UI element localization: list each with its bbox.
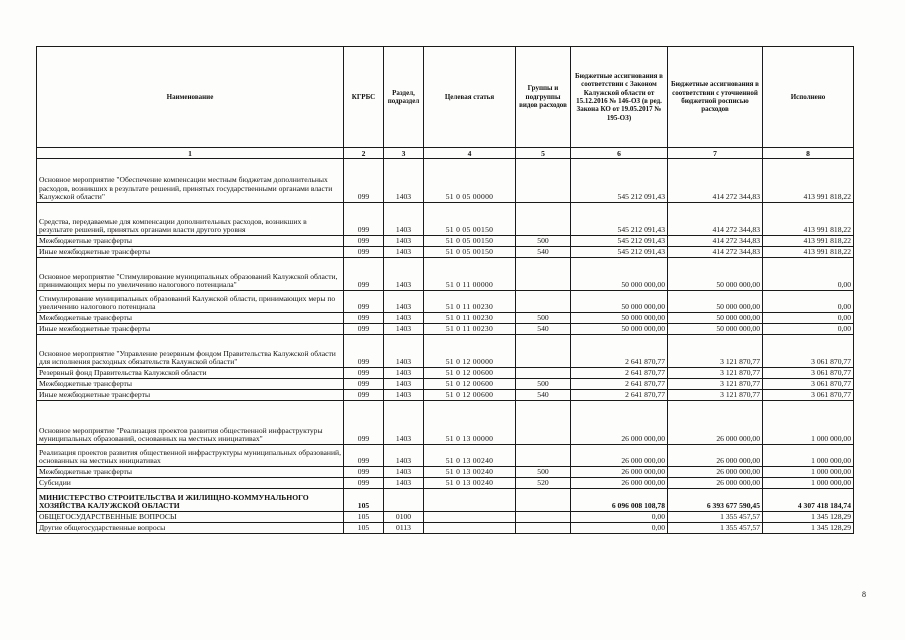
row-group [516, 159, 571, 203]
row-article: 51 0 13 00240 [424, 445, 516, 467]
row-roster-allocation: 3 121 870,77 [668, 390, 763, 401]
row-kgrbs: 105 [344, 523, 384, 534]
table-row [37, 512, 854, 523]
row-group [516, 512, 571, 523]
table-row [37, 478, 854, 489]
row-roster-allocation: 414 272 344,83 [668, 203, 763, 236]
table-row [37, 489, 854, 512]
row-article: 51 0 11 00230 [424, 313, 516, 324]
row-group [516, 523, 571, 534]
column-number: 8 [763, 148, 854, 159]
row-section: 1403 [384, 247, 424, 258]
budget-table [36, 46, 854, 534]
row-executed: 3 061 870,77 [763, 379, 854, 390]
row-law-allocation: 0,00 [571, 512, 668, 523]
row-name: Иные межбюджетные трансферты [37, 324, 344, 335]
row-section: 1403 [384, 159, 424, 203]
row-section: 1403 [384, 401, 424, 445]
row-executed: 1 000 000,00 [763, 401, 854, 445]
row-group [516, 291, 571, 313]
row-executed: 0,00 [763, 313, 854, 324]
row-roster-allocation: 50 000 000,00 [668, 324, 763, 335]
row-name: Субсидии [37, 478, 344, 489]
row-name: Межбюджетные трансферты [37, 236, 344, 247]
row-law-allocation: 50 000 000,00 [571, 258, 668, 291]
row-name: Иные межбюджетные трансферты [37, 247, 344, 258]
table-row [37, 390, 854, 401]
row-law-allocation: 2 641 870,77 [571, 390, 668, 401]
row-section: 1403 [384, 313, 424, 324]
row-name: Основное мероприятие "Реализация проектов развития общественной инфраструктуры муниципальных образований, основанных на местных инициативах" [37, 401, 344, 445]
row-kgrbs: 099 [344, 291, 384, 313]
table-row [37, 159, 854, 203]
row-executed: 0,00 [763, 291, 854, 313]
row-section: 0113 [384, 523, 424, 534]
row-kgrbs: 105 [344, 512, 384, 523]
page-number: 8 [862, 590, 866, 599]
row-name: Резервный фонд Правительства Калужской области [37, 368, 344, 379]
column-number: 1 [37, 148, 344, 159]
table-row [37, 291, 854, 313]
column-number: 5 [516, 148, 571, 159]
row-executed: 413 991 818,22 [763, 236, 854, 247]
table-row [37, 236, 854, 247]
row-kgrbs: 099 [344, 247, 384, 258]
row-kgrbs: 099 [344, 368, 384, 379]
row-law-allocation: 50 000 000,00 [571, 324, 668, 335]
row-section: 1403 [384, 379, 424, 390]
row-kgrbs: 099 [344, 236, 384, 247]
row-roster-allocation: 26 000 000,00 [668, 478, 763, 489]
row-law-allocation: 545 212 091,43 [571, 236, 668, 247]
row-law-allocation: 26 000 000,00 [571, 401, 668, 445]
table-body [37, 159, 854, 534]
row-name: МИНИСТЕРСТВО СТРОИТЕЛЬСТВА И ЖИЛИЩНО-КОММУНАЛЬНОГО ХОЗЯЙСТВА КАЛУЖСКОЙ ОБЛАСТИ [37, 489, 344, 512]
row-article: 51 0 05 00150 [424, 247, 516, 258]
row-law-allocation: 545 212 091,43 [571, 203, 668, 236]
row-article [424, 523, 516, 534]
row-law-allocation: 26 000 000,00 [571, 445, 668, 467]
row-section: 1403 [384, 368, 424, 379]
row-law-allocation: 0,00 [571, 523, 668, 534]
row-group [516, 258, 571, 291]
table-row [37, 324, 854, 335]
row-executed: 3 061 870,77 [763, 368, 854, 379]
header-kgrbs: КГРБС [344, 47, 384, 148]
row-kgrbs: 099 [344, 445, 384, 467]
row-section: 1403 [384, 236, 424, 247]
row-article [424, 512, 516, 523]
row-executed: 0,00 [763, 258, 854, 291]
row-kgrbs: 099 [344, 159, 384, 203]
row-group [516, 368, 571, 379]
row-article: 51 0 12 00600 [424, 379, 516, 390]
row-section: 1403 [384, 467, 424, 478]
table-row [37, 523, 854, 534]
row-kgrbs: 099 [344, 379, 384, 390]
row-roster-allocation: 50 000 000,00 [668, 258, 763, 291]
row-name: ОБЩЕГОСУДАРСТВЕННЫЕ ВОПРОСЫ [37, 512, 344, 523]
table-row [37, 313, 854, 324]
row-roster-allocation: 414 272 344,83 [668, 236, 763, 247]
row-group: 540 [516, 390, 571, 401]
row-roster-allocation: 50 000 000,00 [668, 291, 763, 313]
row-name: Другие общегосударственные вопросы [37, 523, 344, 534]
row-kgrbs: 099 [344, 401, 384, 445]
row-article: 51 0 12 00600 [424, 390, 516, 401]
row-group: 500 [516, 379, 571, 390]
table-row [37, 379, 854, 390]
row-group: 520 [516, 478, 571, 489]
column-number: 3 [384, 148, 424, 159]
header-name: Наименование [37, 47, 344, 148]
row-section: 1403 [384, 258, 424, 291]
row-kgrbs: 099 [344, 313, 384, 324]
column-number: 6 [571, 148, 668, 159]
row-name: Иные межбюджетные трансферты [37, 390, 344, 401]
row-executed: 413 991 818,22 [763, 203, 854, 236]
row-kgrbs: 099 [344, 335, 384, 368]
row-article: 51 0 11 00230 [424, 291, 516, 313]
row-group: 540 [516, 324, 571, 335]
row-section: 1403 [384, 445, 424, 467]
row-law-allocation: 545 212 091,43 [571, 247, 668, 258]
row-article: 51 0 13 00240 [424, 467, 516, 478]
row-article: 51 0 11 00000 [424, 258, 516, 291]
row-name: Реализация проектов развития общественной инфраструктуры муниципальных образований, основанных на местных инициативах [37, 445, 344, 467]
row-kgrbs: 099 [344, 390, 384, 401]
row-roster-allocation: 3 121 870,77 [668, 379, 763, 390]
row-executed: 1 000 000,00 [763, 467, 854, 478]
table-row [37, 203, 854, 236]
row-executed: 1 000 000,00 [763, 478, 854, 489]
row-group [516, 335, 571, 368]
row-article: 51 0 13 00240 [424, 478, 516, 489]
row-group [516, 489, 571, 512]
table-row [37, 445, 854, 467]
table-row [37, 335, 854, 368]
row-group [516, 203, 571, 236]
row-law-allocation: 2 641 870,77 [571, 368, 668, 379]
row-executed: 1 345 128,29 [763, 512, 854, 523]
row-section: 0100 [384, 512, 424, 523]
row-law-allocation: 26 000 000,00 [571, 467, 668, 478]
row-law-allocation: 2 641 870,77 [571, 335, 668, 368]
row-name: Основное мероприятие "Управление резервным фондом Правительства Калужской области для исполнения расходных обязательств Калужской области" [37, 335, 344, 368]
row-name: Межбюджетные трансферты [37, 313, 344, 324]
row-roster-allocation: 26 000 000,00 [668, 401, 763, 445]
row-name: Межбюджетные трансферты [37, 467, 344, 478]
row-group [516, 401, 571, 445]
row-group [516, 445, 571, 467]
header-law-allocation: Бюджетные ассигнования в соответствии с Законом Калужской области от 15.12.2016 № 146-ОЗ (в ред. Закона КО от 19.05.2017 № 195-ОЗ) [571, 47, 668, 148]
row-article: 51 0 12 00000 [424, 335, 516, 368]
row-section: 1403 [384, 203, 424, 236]
row-law-allocation: 545 212 091,43 [571, 159, 668, 203]
row-roster-allocation: 3 121 870,77 [668, 368, 763, 379]
row-roster-allocation: 414 272 344,83 [668, 159, 763, 203]
column-number: 2 [344, 148, 384, 159]
header-executed: Исполнено [763, 47, 854, 148]
row-roster-allocation: 3 121 870,77 [668, 335, 763, 368]
row-kgrbs: 105 [344, 489, 384, 512]
header-group: Группы и подгруппы видов расходов [516, 47, 571, 148]
row-roster-allocation: 6 393 677 590,45 [668, 489, 763, 512]
row-article: 51 0 05 00000 [424, 159, 516, 203]
row-law-allocation: 50 000 000,00 [571, 313, 668, 324]
row-group: 500 [516, 313, 571, 324]
row-group: 500 [516, 236, 571, 247]
row-section [384, 489, 424, 512]
row-roster-allocation: 26 000 000,00 [668, 445, 763, 467]
row-executed: 1 345 128,29 [763, 523, 854, 534]
column-number-row [37, 148, 854, 159]
row-section: 1403 [384, 324, 424, 335]
row-law-allocation: 50 000 000,00 [571, 291, 668, 313]
row-executed: 3 061 870,77 [763, 390, 854, 401]
row-law-allocation: 6 096 008 108,78 [571, 489, 668, 512]
row-roster-allocation: 1 355 457,57 [668, 523, 763, 534]
row-group: 500 [516, 467, 571, 478]
row-article: 51 0 05 00150 [424, 203, 516, 236]
row-kgrbs: 099 [344, 478, 384, 489]
header-section: Раздел, подраздел [384, 47, 424, 148]
column-number: 4 [424, 148, 516, 159]
row-section: 1403 [384, 335, 424, 368]
row-executed: 4 307 418 184,74 [763, 489, 854, 512]
table-row [37, 368, 854, 379]
row-name: Стимулирование муниципальных образований Калужской области, принимающих меры по увеличению налогового потенциала [37, 291, 344, 313]
row-executed: 413 991 818,22 [763, 159, 854, 203]
row-section: 1403 [384, 390, 424, 401]
header-article: Целевая статья [424, 47, 516, 148]
header-roster-allocation: Бюджетные ассигнования в соответствии с уточненной бюджетной росписью расходов [668, 47, 763, 148]
row-article: 51 0 05 00150 [424, 236, 516, 247]
row-name: Средства, передаваемые для компенсации дополнительных расходов, возникших в результате решений, принятых органами власти другого уровня [37, 203, 344, 236]
row-name: Основное мероприятие "Обеспечение компенсации местным бюджетам дополнительных расходов, возникших в результате решений, принятых государственными органами власти Калужской области" [37, 159, 344, 203]
row-name: Основное мероприятие "Стимулирование муниципальных образований Калужской области, принимающих меры по увеличению налогового потенциала" [37, 258, 344, 291]
row-kgrbs: 099 [344, 324, 384, 335]
row-roster-allocation: 26 000 000,00 [668, 467, 763, 478]
header-row [37, 47, 854, 148]
row-kgrbs: 099 [344, 258, 384, 291]
row-article [424, 489, 516, 512]
row-kgrbs: 099 [344, 203, 384, 236]
row-roster-allocation: 1 355 457,57 [668, 512, 763, 523]
row-executed: 1 000 000,00 [763, 445, 854, 467]
row-executed: 0,00 [763, 324, 854, 335]
row-article: 51 0 13 00000 [424, 401, 516, 445]
row-executed: 413 991 818,22 [763, 247, 854, 258]
row-executed: 3 061 870,77 [763, 335, 854, 368]
table-row [37, 401, 854, 445]
row-kgrbs: 099 [344, 467, 384, 478]
row-group: 540 [516, 247, 571, 258]
row-law-allocation: 26 000 000,00 [571, 478, 668, 489]
row-article: 51 0 11 00230 [424, 324, 516, 335]
row-roster-allocation: 50 000 000,00 [668, 313, 763, 324]
row-section: 1403 [384, 478, 424, 489]
row-law-allocation: 2 641 870,77 [571, 379, 668, 390]
row-name: Межбюджетные трансферты [37, 379, 344, 390]
row-article: 51 0 12 00600 [424, 368, 516, 379]
table-row [37, 247, 854, 258]
column-number: 7 [668, 148, 763, 159]
row-section: 1403 [384, 291, 424, 313]
table-row [37, 467, 854, 478]
table-row [37, 258, 854, 291]
row-roster-allocation: 414 272 344,83 [668, 247, 763, 258]
